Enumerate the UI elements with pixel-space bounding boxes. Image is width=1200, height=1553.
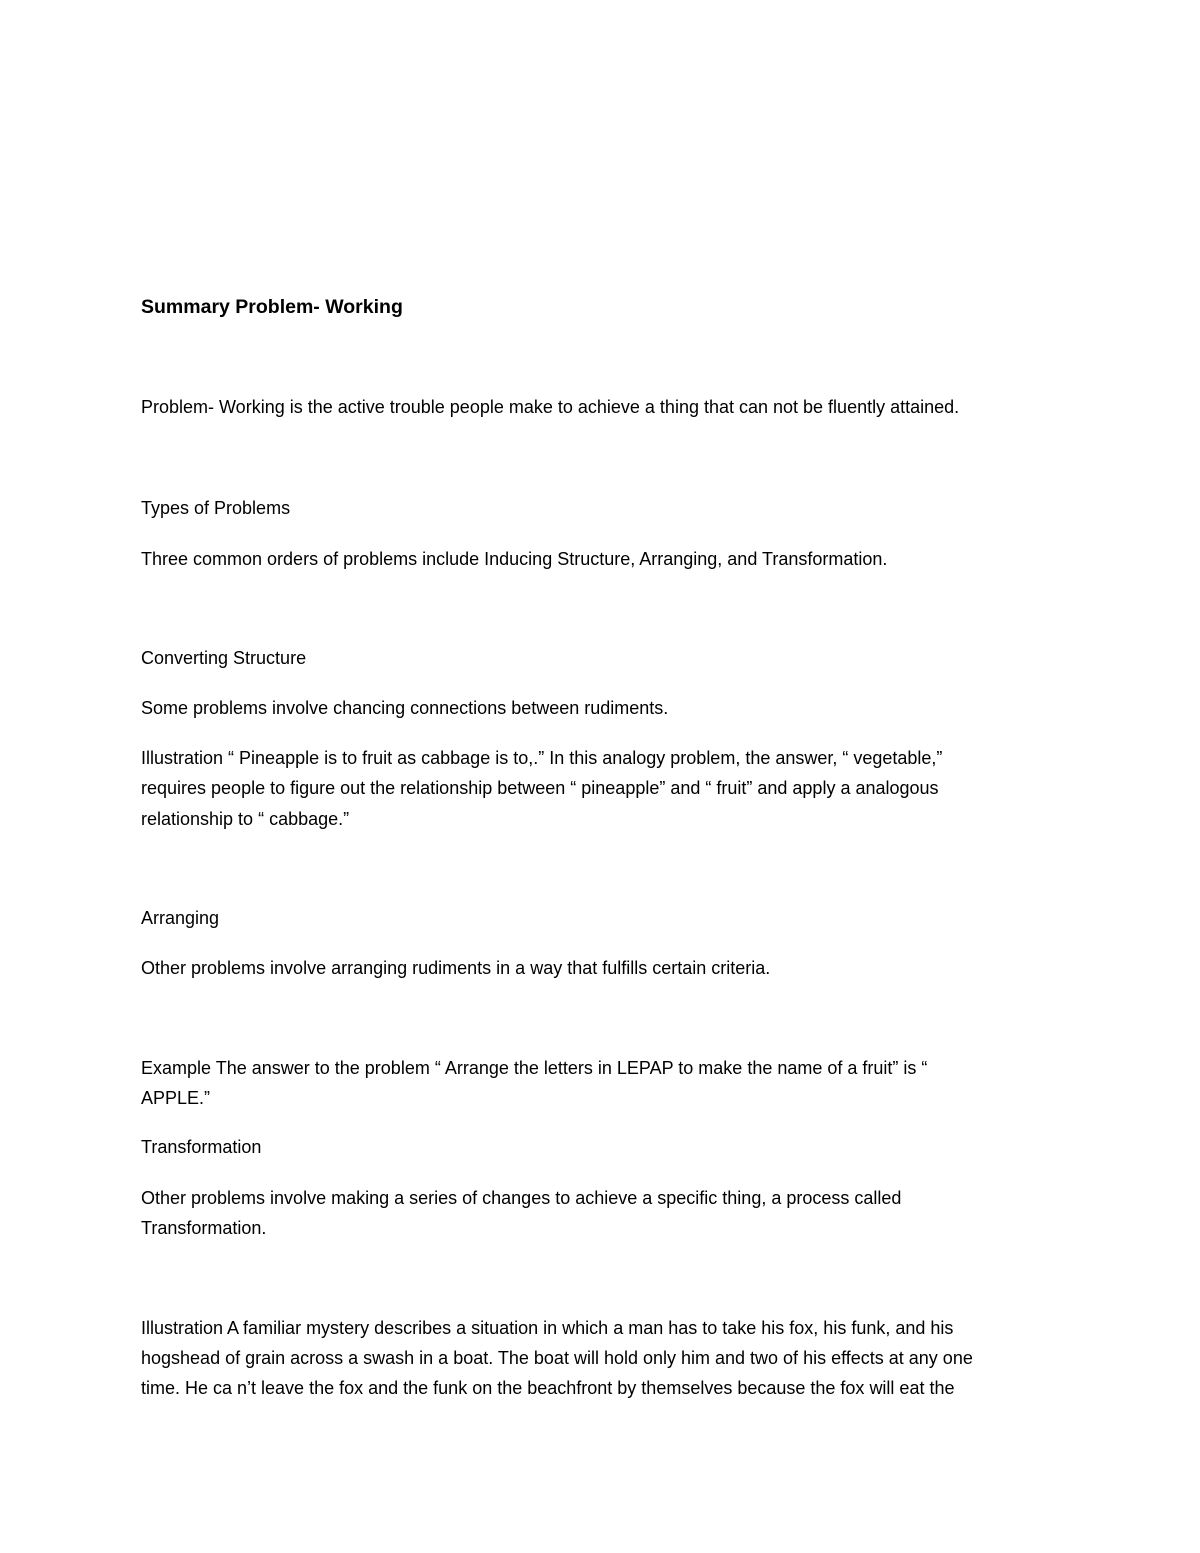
converting-example-line-1: Illustration “ Pineapple is to fruit as cabbage is to,.” In this analogy problem, the answer, “ vegetable,” — [141, 748, 943, 768]
transformation-paragraph-line-2: Transformation. — [141, 1218, 267, 1238]
transformation-heading: Transformation — [141, 1137, 262, 1157]
transformation-example-line-3: time. He ca n’t leave the fox and the funk on the beachfront by themselves because the fox will eat the — [141, 1378, 955, 1398]
converting-example-line-2: requires people to figure out the relationship between “ pineapple” and “ fruit” and apply a analogous — [141, 778, 939, 798]
arranging-example-line-2: APPLE.” — [141, 1088, 211, 1108]
transformation-example-line-2: hogshead of grain across a swash in a boat. The boat will hold only him and two of his effects at any one — [141, 1348, 973, 1368]
types-paragraph: Three common orders of problems include Inducing Structure, Arranging, and Transformation. — [141, 549, 888, 569]
transformation-paragraph-line-1: Other problems involve making a series of changes to achieve a specific thing, a process called — [141, 1188, 902, 1208]
types-heading: Types of Problems — [141, 498, 291, 518]
arranging-paragraph: Other problems involve arranging rudiments in a way that fulfills certain criteria. — [141, 958, 771, 978]
converting-example-line-3: relationship to “ cabbage.” — [141, 809, 350, 829]
document-title: Summary Problem- Working — [141, 296, 403, 318]
arranging-heading: Arranging — [141, 908, 220, 928]
intro-paragraph: Problem- Working is the active trouble people make to achieve a thing that can not be fluently attained. — [141, 397, 960, 417]
transformation-example-line-1: Illustration A familiar mystery describes a situation in which a man has to take his fox, his funk, and his — [141, 1318, 954, 1338]
converting-paragraph: Some problems involve chancing connections between rudiments. — [141, 698, 669, 718]
converting-heading: Converting Structure — [141, 648, 307, 668]
arranging-example-line-1: Example The answer to the problem “ Arrange the letters in LEPAP to make the name of a fruit” is “ — [141, 1058, 928, 1078]
